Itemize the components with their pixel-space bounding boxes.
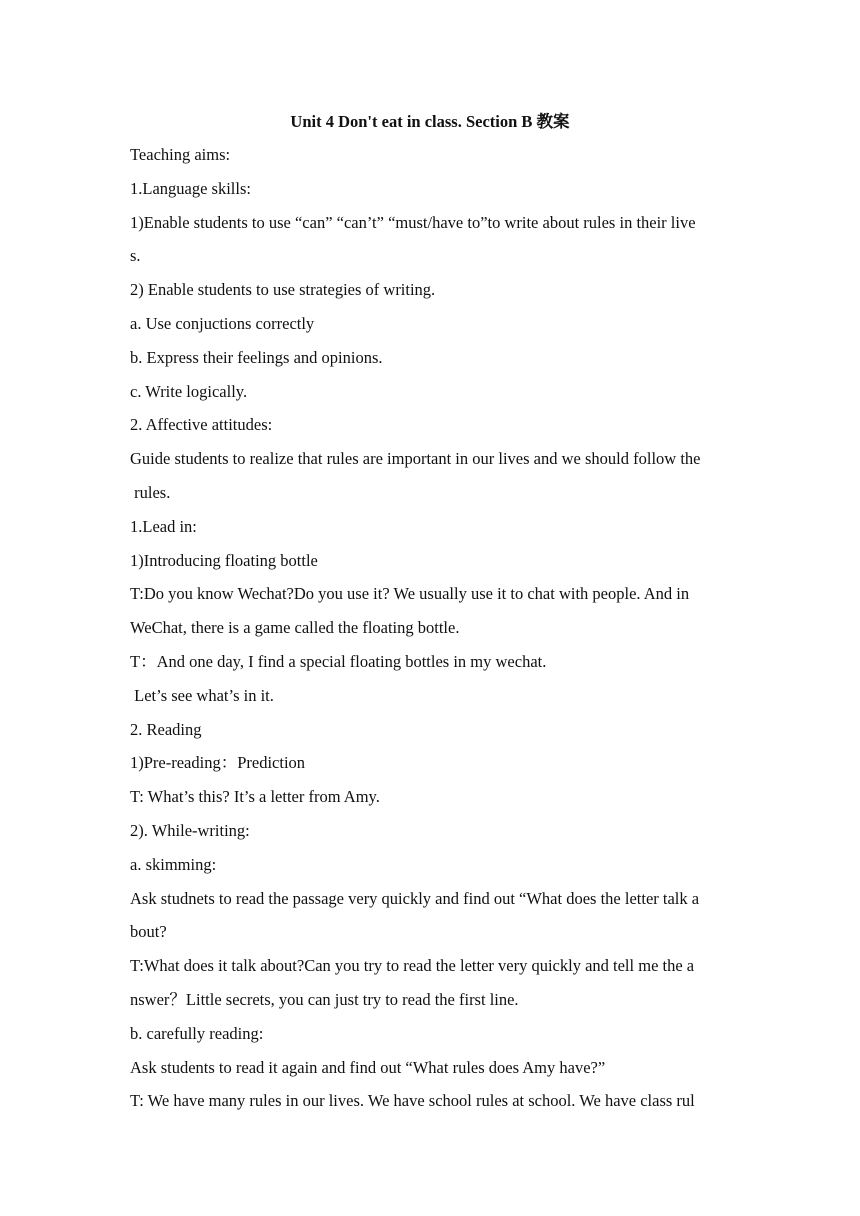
text-line: 2) Enable students to use strategies of writing.: [130, 280, 436, 300]
text-line: bout?: [130, 922, 167, 942]
text-line: T:What does it talk about?Can you try to read the letter very quickly and tell me the a: [130, 956, 695, 976]
text-line: 2). While-writing:: [130, 820, 250, 840]
text-line: Teaching aims:: [130, 145, 231, 164]
text-line: 1.Lead in:: [130, 516, 197, 536]
text-line: c. Write logically.: [130, 381, 248, 401]
text-line: nswer？Little secrets, you can just try to read the first line.: [130, 989, 519, 1009]
text-line: 2. Reading: [130, 719, 202, 739]
text-line: b. Express their feelings and opinions.: [130, 347, 383, 367]
text-line: 1)Enable students to use “can” “can’t” “must/have to”to write about rules in their live: [130, 212, 696, 232]
text-line: T: What’s this? It’s a letter from Amy.: [130, 787, 380, 807]
text-line: T: We have many rules in our lives. We have school rules at school. We have class rul: [130, 1091, 695, 1111]
text-line: T：And one day, I find a special floating bottles in my wechat.: [130, 651, 547, 671]
text-line: s.: [130, 246, 141, 266]
text-line: a. skimming:: [130, 854, 217, 874]
document-body: [130, 143, 735, 1123]
document-title: Unit 4 Don't eat in class. Section B 教案: [290, 112, 570, 131]
text-line: T:Do you know Wechat?Do you use it? We usually use it to chat with people. And in: [130, 584, 690, 604]
text-line: WeChat, there is a game called the floating bottle.: [130, 618, 460, 638]
text-line: 1.Language skills:: [130, 178, 251, 198]
text-line: b. carefully reading:: [130, 1023, 264, 1043]
text-line: a. Use conjuctions correctly: [130, 313, 315, 333]
text-line: Ask students to read it again and find out “What rules does Amy have?”: [130, 1057, 606, 1077]
text-line: 1)Pre-reading：Prediction: [130, 753, 306, 773]
text-line: Guide students to realize that rules are important in our lives and we should follow the: [130, 449, 701, 469]
text-line: Ask studnets to read the passage very quickly and find out “What does the letter talk a: [130, 888, 700, 908]
text-line: rules.: [130, 482, 171, 502]
text-line: 2. Affective attitudes:: [130, 415, 273, 435]
text-line: 1)Introducing floating bottle: [130, 550, 318, 570]
text-line: Let’s see what’s in it.: [130, 685, 274, 705]
